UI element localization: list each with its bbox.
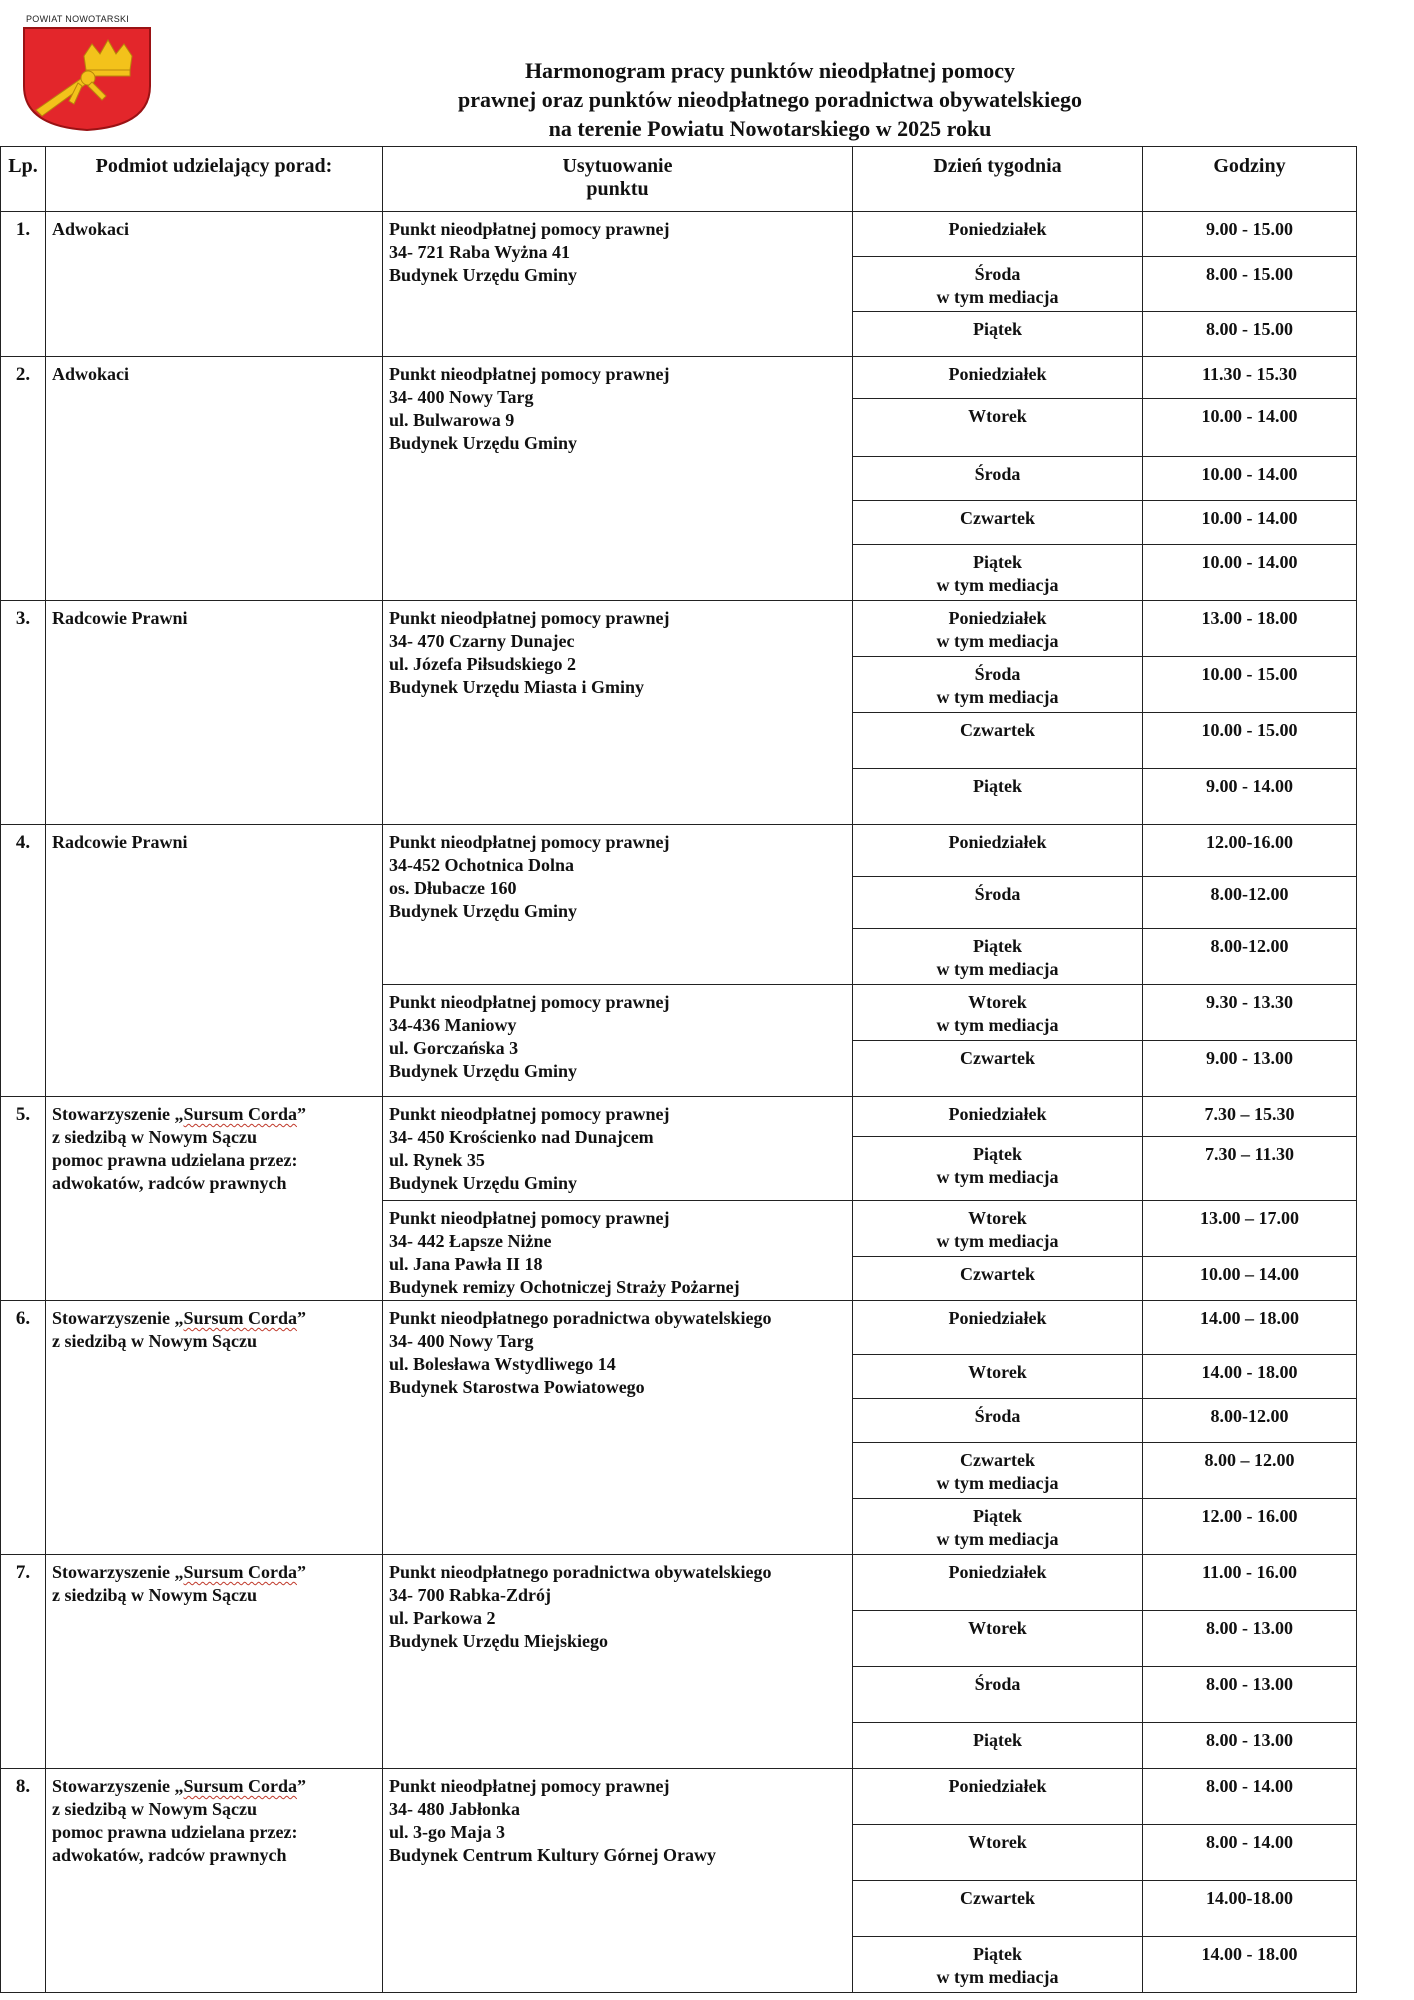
day-cell: Piątek w tym mediacja [853, 1937, 1143, 1993]
entity-name-part: Stowarzyszenie „ [52, 1308, 184, 1328]
day-cell: Poniedziałek w tym mediacja [853, 601, 1143, 657]
day-cell: Piątek [853, 312, 1143, 357]
hours-cell: 13.00 - 18.00 [1143, 601, 1357, 657]
entity-cell [46, 212, 383, 357]
hours-cell: 8.00-12.00 [1143, 929, 1357, 985]
header-location-line2: punktu [586, 178, 649, 200]
day-cell: Czwartek [853, 1257, 1143, 1301]
hours-cell: 8.00 - 13.00 [1143, 1667, 1357, 1723]
entity-cell [46, 1301, 383, 1555]
entity-cell [46, 601, 383, 825]
hours-cell: 14.00 - 18.00 [1143, 1355, 1357, 1399]
title-line-1: Harmonogram pracy punktów nieodpłatnej pomocy [524, 58, 1016, 83]
hours-cell: 8.00 - 14.00 [1143, 1769, 1357, 1825]
entity-name-part: Adwokaci [52, 219, 130, 239]
hours-cell: 14.00 – 18.00 [1143, 1301, 1357, 1355]
hours-cell: 10.00 - 15.00 [1143, 713, 1357, 769]
powiat-coat-of-arms-logo [22, 26, 152, 132]
hours-cell: 10.00 - 14.00 [1143, 545, 1357, 601]
table-row [1, 357, 1357, 399]
hours-cell: 8.00 - 15.00 [1143, 312, 1357, 357]
hours-cell: 14.00-18.00 [1143, 1881, 1357, 1937]
hours-cell: 10.00 - 14.00 [1143, 501, 1357, 545]
entity-name-part: Radcowie Prawni [52, 608, 188, 628]
day-cell: Poniedziałek [853, 1097, 1143, 1137]
hours-cell: 8.00 - 13.00 [1143, 1723, 1357, 1769]
location-cell: Punkt nieodpłatnego poradnictwa obywatelskiego 34- 700 Rabka-Zdrój ul. Parkowa 2 Budynek Urzędu Miejskiego [383, 1555, 853, 1769]
entity-association-name: Sursum Corda [183, 1308, 297, 1328]
location-cell: Punkt nieodpłatnego poradnictwa obywatelskiego 34- 400 Nowy Targ ul. Bolesława Wstydliwego 14 Budynek Starostwa Powiatowego [383, 1301, 853, 1555]
row-number: 2. [1, 357, 46, 601]
entity-name-part: Stowarzyszenie „ [52, 1776, 184, 1796]
hours-cell: 8.00-12.00 [1143, 877, 1357, 929]
entity-details: ” z siedzibą w Nowym Sączu [52, 1308, 306, 1351]
hours-cell: 8.00 – 12.00 [1143, 1443, 1357, 1499]
day-cell: Wtorek [853, 1825, 1143, 1881]
hours-cell: 12.00 - 16.00 [1143, 1499, 1357, 1555]
entity-association-name: Sursum Corda [183, 1562, 297, 1582]
schedule-table [0, 146, 1357, 1993]
location-cell: Punkt nieodpłatnej pomocy prawnej 34- 470 Czarny Dunajec ul. Józefa Piłsudskiego 2 Budynek Urzędu Miasta i Gminy [383, 601, 853, 825]
day-cell: Piątek w tym mediacja [853, 1499, 1143, 1555]
row-number: 1. [1, 212, 46, 357]
hours-cell: 9.00 - 15.00 [1143, 212, 1357, 257]
table-row [1, 212, 1357, 257]
day-cell: Poniedziałek [853, 825, 1143, 877]
entity-name-part: Stowarzyszenie „ [52, 1562, 184, 1582]
table-row [1, 601, 1357, 657]
entity-cell [46, 1769, 383, 1993]
hours-cell: 12.00-16.00 [1143, 825, 1357, 877]
row-number: 4. [1, 825, 46, 1097]
hours-cell: 9.00 - 14.00 [1143, 769, 1357, 825]
day-cell: Środa [853, 457, 1143, 501]
location-cell: Punkt nieodpłatnej pomocy prawnej 34- 450 Krościenko nad Dunajcem ul. Rynek 35 Budynek Urzędu Gminy [383, 1097, 853, 1201]
hours-cell: 8.00 - 14.00 [1143, 1825, 1357, 1881]
header-lp: Lp. [1, 147, 46, 212]
entity-details: ” z siedzibą w Nowym Sączu [52, 1562, 306, 1605]
day-cell: Poniedziałek [853, 212, 1143, 257]
table-row [1, 1555, 1357, 1611]
hours-cell: 7.30 – 15.30 [1143, 1097, 1357, 1137]
day-cell: Wtorek [853, 1355, 1143, 1399]
hours-cell: 8.00 - 13.00 [1143, 1611, 1357, 1667]
location-cell: Punkt nieodpłatnej pomocy prawnej 34- 442 Łapsze Niżne ul. Jana Pawła II 18 Budynek remizy Ochotniczej Straży Pożarnej [383, 1201, 853, 1301]
day-cell: Poniedziałek [853, 1555, 1143, 1611]
day-cell: Czwartek [853, 501, 1143, 545]
day-cell: Piątek w tym mediacja [853, 929, 1143, 985]
entity-name-part: Radcowie Prawni [52, 832, 188, 852]
day-cell: Piątek w tym mediacja [853, 1137, 1143, 1201]
title-line-3: na terenie Powiatu Nowotarskiego w 2025 roku [548, 116, 992, 141]
hours-cell: 8.00 - 15.00 [1143, 257, 1357, 312]
hours-cell: 10.00 - 14.00 [1143, 399, 1357, 457]
location-cell: Punkt nieodpłatnej pomocy prawnej 34- 480 Jabłonka ul. 3-go Maja 3 Budynek Centrum Kultury Górnej Orawy [383, 1769, 853, 1993]
table-row [1, 825, 1357, 877]
day-cell: Poniedziałek [853, 1769, 1143, 1825]
hours-cell: 11.30 - 15.30 [1143, 357, 1357, 399]
day-cell: Środa [853, 1399, 1143, 1443]
day-cell: Poniedziałek [853, 357, 1143, 399]
entity-details: ” z siedzibą w Nowym Sączu pomoc prawna udzielana przez: adwokatów, radców prawnych [52, 1104, 306, 1193]
hours-cell: 8.00-12.00 [1143, 1399, 1357, 1443]
day-cell: Środa w tym mediacja [853, 257, 1143, 312]
day-cell: Wtorek [853, 1611, 1143, 1667]
location-cell: Punkt nieodpłatnej pomocy prawnej 34-452 Ochotnica Dolna os. Dłubacze 160 Budynek Urzędu Gminy [383, 825, 853, 985]
row-number: 6. [1, 1301, 46, 1555]
header-location-line1: Usytuowanie [562, 155, 673, 177]
day-cell: Środa [853, 1667, 1143, 1723]
hours-cell: 9.00 - 13.00 [1143, 1041, 1357, 1097]
entity-name-part: Adwokaci [52, 364, 130, 384]
entity-association-name: Sursum Corda [183, 1776, 297, 1796]
hours-cell: 7.30 – 11.30 [1143, 1137, 1357, 1201]
hours-cell: 10.00 – 14.00 [1143, 1257, 1357, 1301]
day-cell: Środa [853, 877, 1143, 929]
day-cell: Piątek [853, 769, 1143, 825]
day-cell: Poniedziałek [853, 1301, 1143, 1355]
header-location [383, 147, 853, 212]
location-cell: Punkt nieodpłatnej pomocy prawnej 34-436 Maniowy ul. Gorczańska 3 Budynek Urzędu Gminy [383, 985, 853, 1097]
header-hours: Godziny [1143, 147, 1357, 212]
location-cell: Punkt nieodpłatnej pomocy prawnej 34- 400 Nowy Targ ul. Bulwarowa 9 Budynek Urzędu Gminy [383, 357, 853, 601]
entity-association-name: Sursum Corda [183, 1104, 297, 1124]
day-cell: Wtorek w tym mediacja [853, 985, 1143, 1041]
table-row [1, 1097, 1357, 1137]
day-cell: Wtorek w tym mediacja [853, 1201, 1143, 1257]
hours-cell: 10.00 - 15.00 [1143, 657, 1357, 713]
hours-cell: 9.30 - 13.30 [1143, 985, 1357, 1041]
entity-name-part: Stowarzyszenie „ [52, 1104, 184, 1124]
row-number: 7. [1, 1555, 46, 1769]
day-cell: Wtorek [853, 399, 1143, 457]
table-row [1, 1301, 1357, 1355]
document-title [400, 56, 1140, 143]
entity-cell [46, 1555, 383, 1769]
table-header-row [1, 147, 1357, 212]
entity-cell [46, 357, 383, 601]
title-line-2: prawnej oraz punktów nieodpłatnego poradnictwa obywatelskiego [458, 87, 1082, 112]
day-cell: Środa w tym mediacja [853, 657, 1143, 713]
hours-cell: 13.00 – 17.00 [1143, 1201, 1357, 1257]
logo-caption: POWIAT NOWOTARSKI [26, 14, 130, 24]
header-entity: Podmiot udzielający porad: [46, 147, 383, 212]
entity-details: ” z siedzibą w Nowym Sączu pomoc prawna udzielana przez: adwokatów, radców prawnych [52, 1776, 306, 1865]
hours-cell: 11.00 - 16.00 [1143, 1555, 1357, 1611]
day-cell: Czwartek [853, 1041, 1143, 1097]
day-cell: Czwartek [853, 1881, 1143, 1937]
hours-cell: 14.00 - 18.00 [1143, 1937, 1357, 1993]
row-number: 5. [1, 1097, 46, 1301]
day-cell: Czwartek [853, 713, 1143, 769]
row-number: 3. [1, 601, 46, 825]
day-cell: Piątek [853, 1723, 1143, 1769]
hours-cell: 10.00 - 14.00 [1143, 457, 1357, 501]
day-cell: Czwartek w tym mediacja [853, 1443, 1143, 1499]
table-row [1, 1769, 1357, 1825]
entity-cell [46, 825, 383, 1097]
row-number: 8. [1, 1769, 46, 1993]
entity-cell [46, 1097, 383, 1301]
header-day: Dzień tygodnia [853, 147, 1143, 212]
location-cell: Punkt nieodpłatnej pomocy prawnej 34- 721 Raba Wyżna 41 Budynek Urzędu Gminy [383, 212, 853, 357]
day-cell: Piątek w tym mediacja [853, 545, 1143, 601]
